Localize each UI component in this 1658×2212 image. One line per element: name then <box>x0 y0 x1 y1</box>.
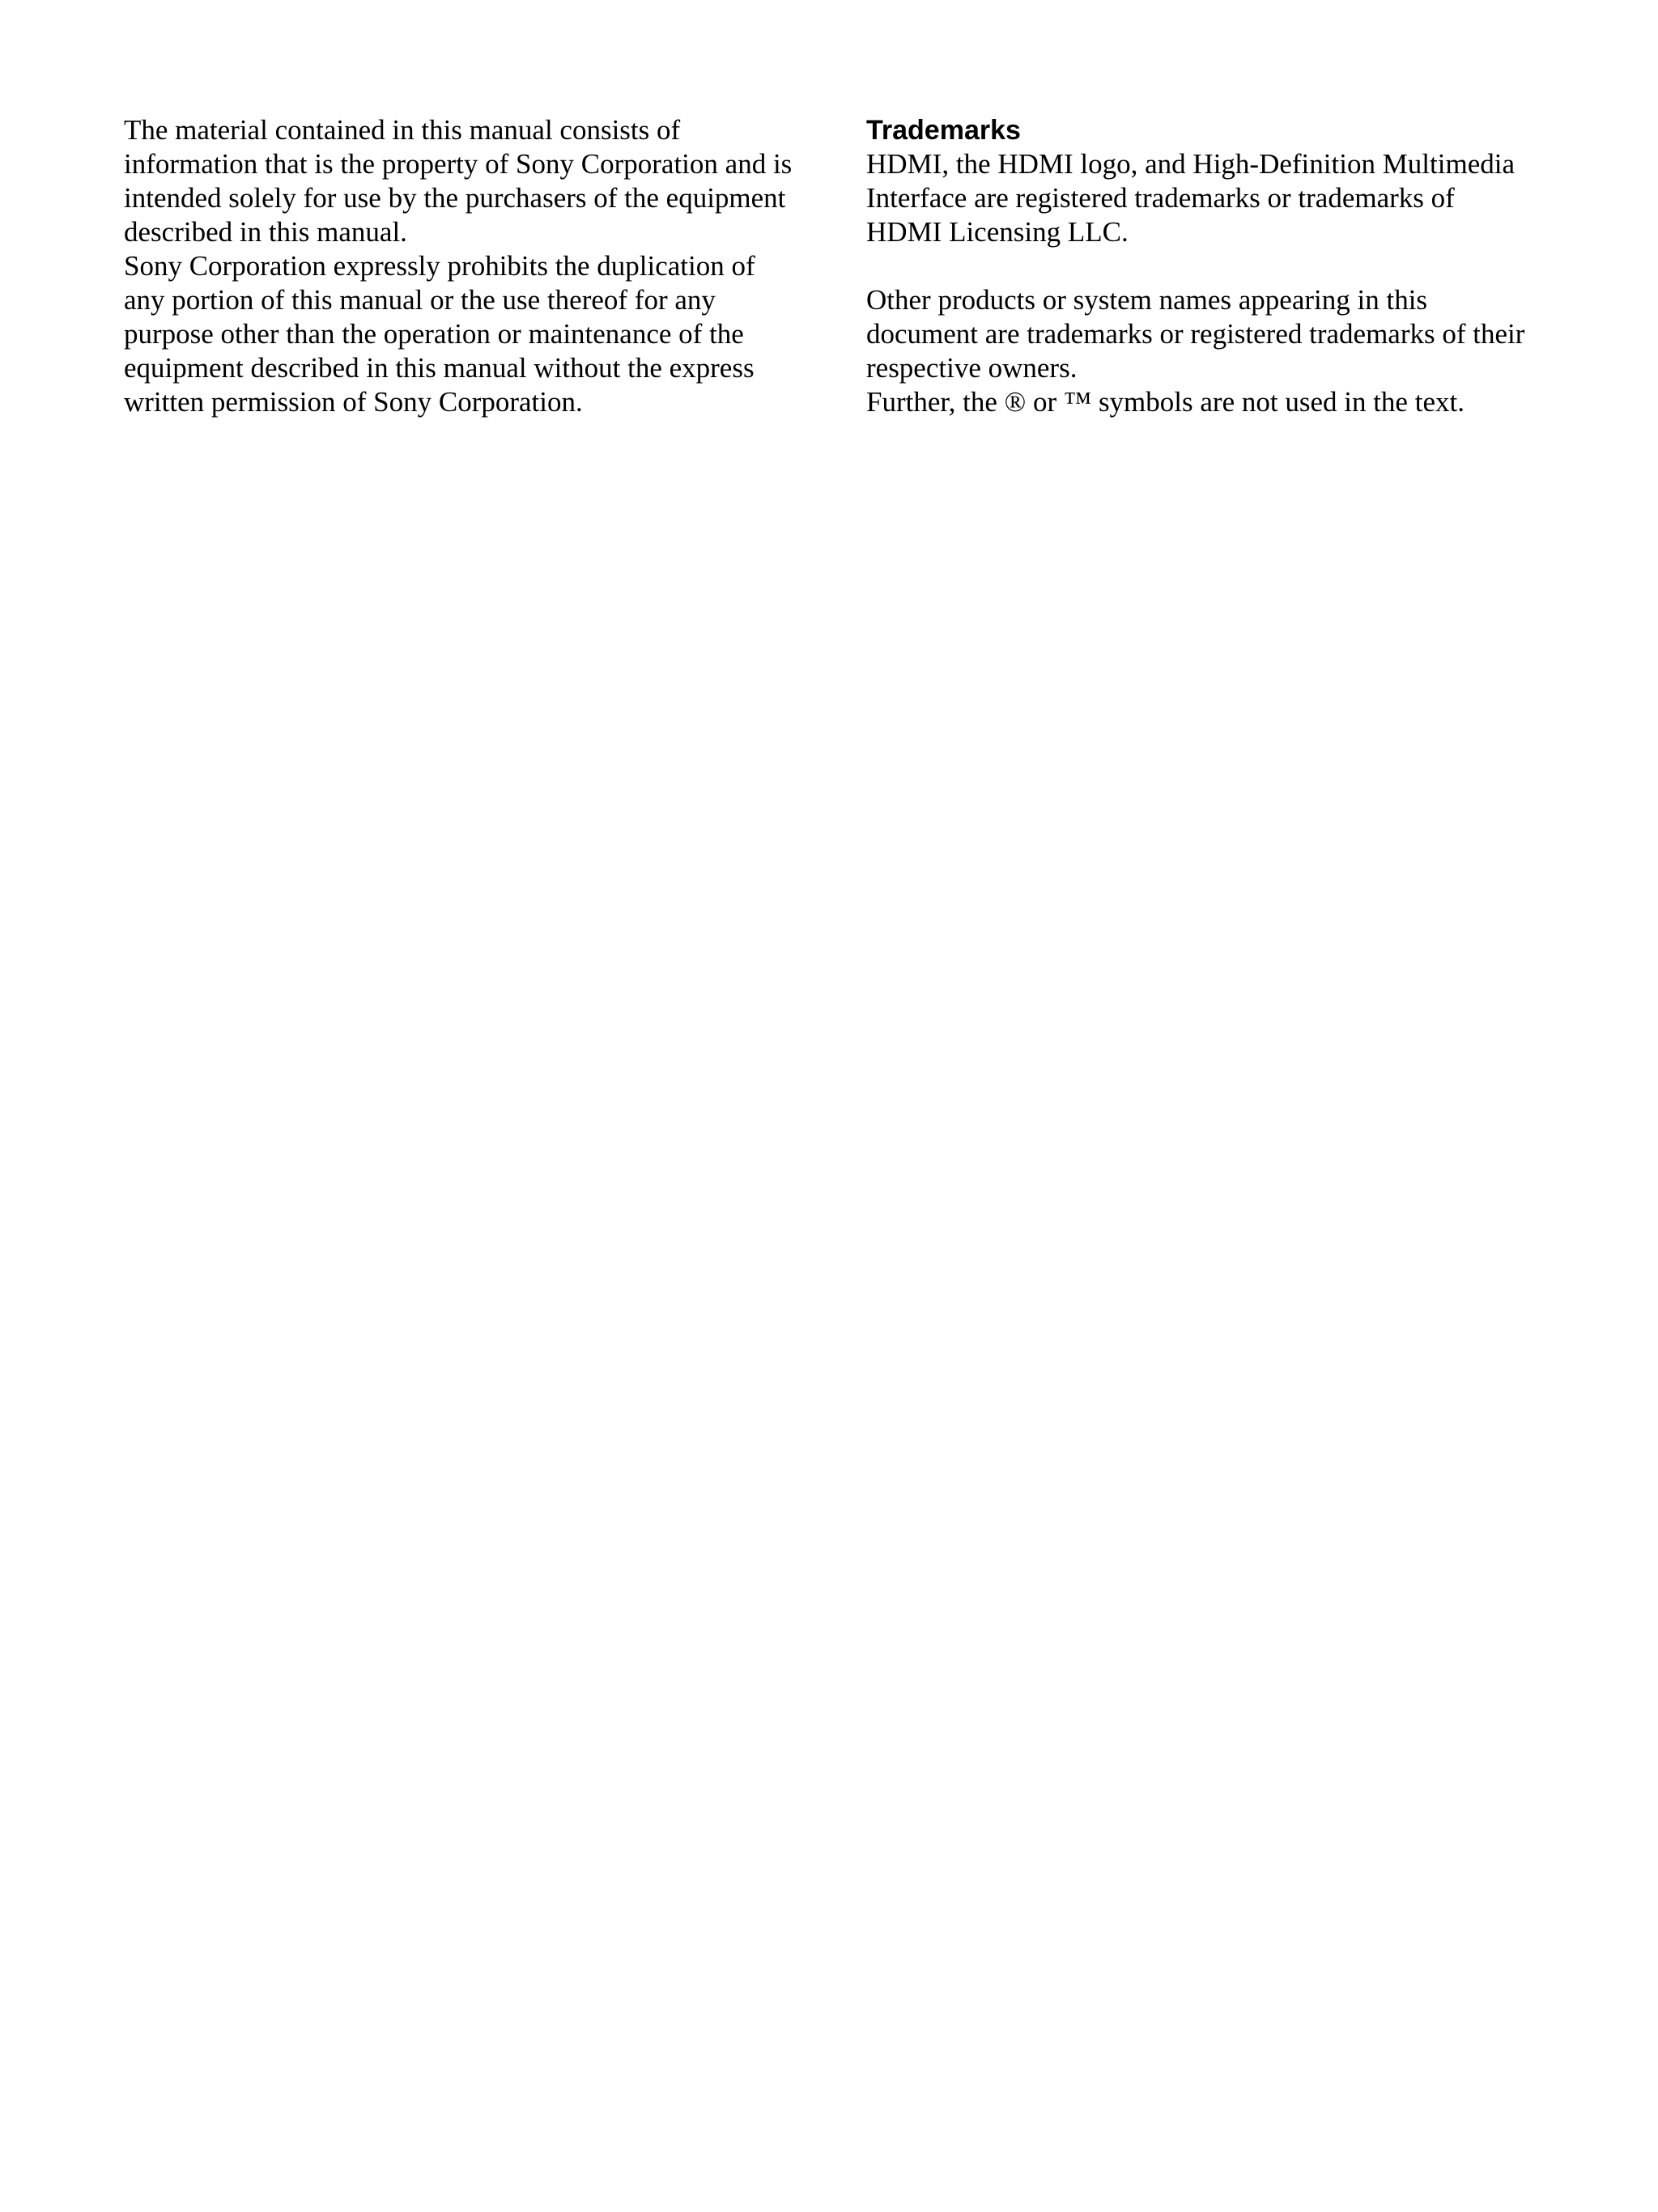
text-line: Other products or system names appearing in this <box>866 284 1428 316</box>
text-line: document are trademarks or registered trademarks of their <box>866 318 1525 350</box>
text-line: respective owners. <box>866 352 1078 384</box>
trademarks-column <box>866 113 1595 419</box>
text-line: HDMI Licensing LLC. <box>866 216 1129 248</box>
copyright-notice-column <box>124 113 820 419</box>
copyright-paragraph-property <box>124 113 820 249</box>
text-line: purpose other than the operation or maintenance of the <box>124 318 744 350</box>
text-line: described in this manual. <box>124 216 407 248</box>
text-line: HDMI, the HDMI logo, and High-Definition Multimedia <box>866 148 1516 180</box>
text-line: Sony Corporation expressly prohibits the duplication of <box>124 250 755 282</box>
text-line: intended solely for use by the purchasers of the equipment <box>124 182 786 214</box>
text-line: Further, the ® or ™ symbols are not used in the text. <box>866 386 1465 418</box>
trademarks-paragraph-other-products <box>866 283 1595 385</box>
trademarks-paragraph-hdmi <box>866 147 1595 249</box>
copyright-paragraph-prohibition <box>124 249 820 419</box>
trademarks-heading: Trademarks <box>866 115 1021 146</box>
text-line: The material contained in this manual consists of <box>124 114 681 146</box>
text-line: equipment described in this manual without the express <box>124 352 755 384</box>
trademarks-paragraph-symbols <box>866 385 1595 419</box>
paragraph-spacer <box>866 249 1595 283</box>
text-line: information that is the property of Sony Corporation and is <box>124 148 793 180</box>
text-line: written permission of Sony Corporation. <box>124 386 583 418</box>
text-line: any portion of this manual or the use thereof for any <box>124 284 716 316</box>
text-line: Interface are registered trademarks or trademarks of <box>866 182 1455 214</box>
